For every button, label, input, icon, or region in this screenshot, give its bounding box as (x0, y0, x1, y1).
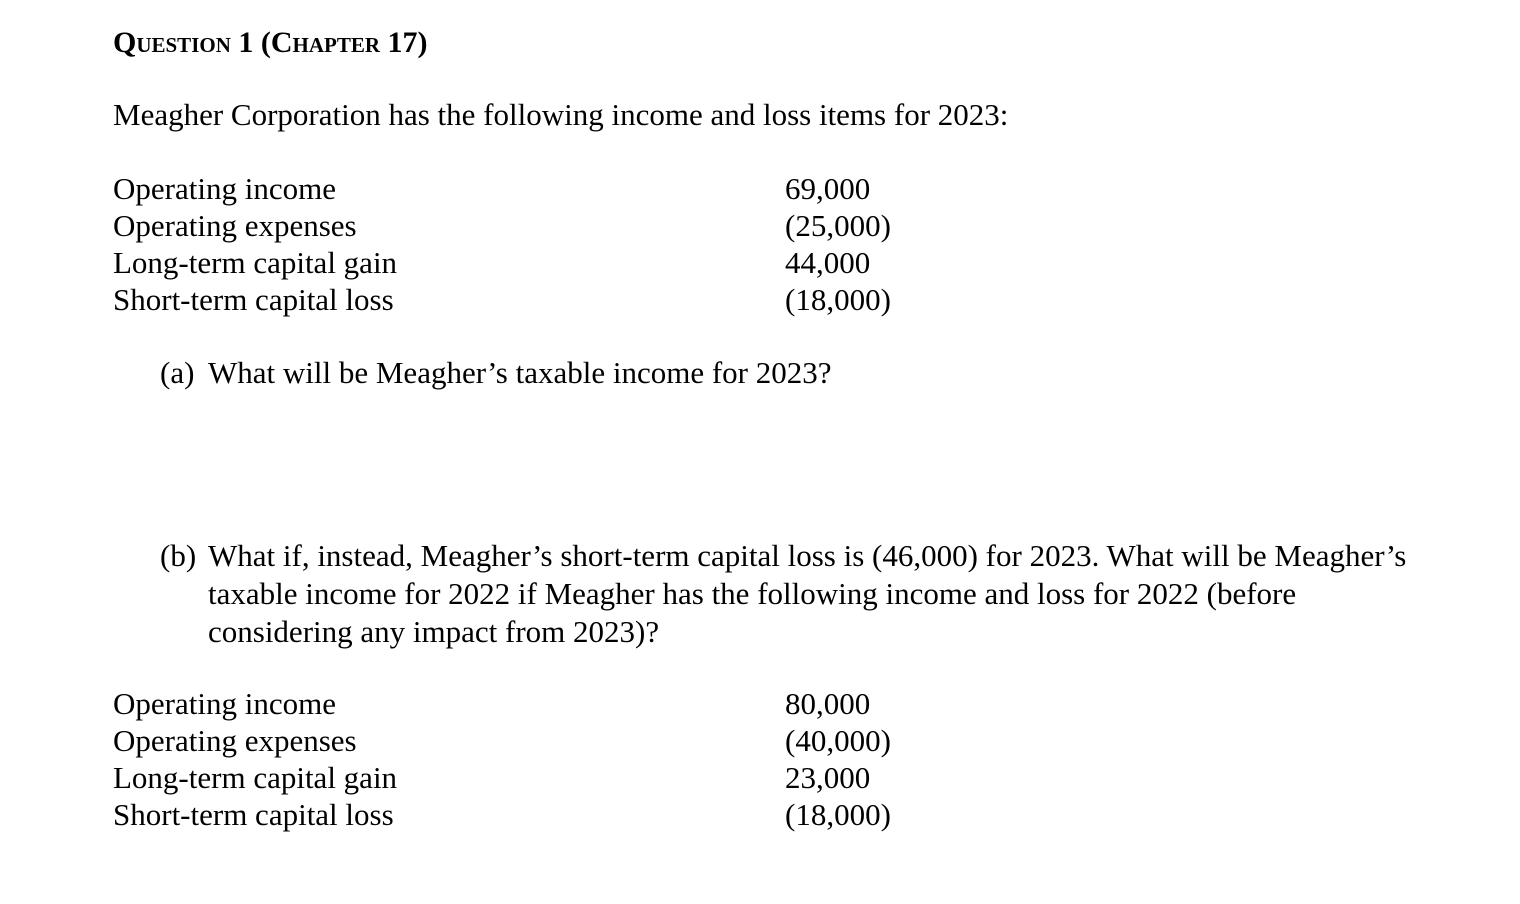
line-item (113, 685, 913, 722)
item-amount: 23,000 (785, 760, 871, 795)
question-b-marker: (b) (160, 538, 197, 573)
question-heading: Question 1 (Chapter 17) (113, 26, 428, 59)
item-label: Operating income (113, 686, 336, 721)
question-b-text: What if, instead, Meagher’s short-term capital loss is (46,000) for 2023. What will be Meagher’s taxable income for 2022 if Meagher has the following income and loss for 2022 (before considering any impact from 2023)? (208, 538, 1407, 649)
line-item (113, 759, 913, 796)
item-amount: 80,000 (785, 686, 871, 721)
item-amount: 69,000 (785, 171, 871, 206)
intro-paragraph: Meagher Corporation has the following income and loss items for 2023: (113, 97, 1009, 132)
line-item (113, 796, 913, 833)
item-amount: (18,000) (785, 282, 891, 317)
line-item (113, 281, 913, 318)
item-amount: 44,000 (785, 245, 871, 280)
item-label: Short-term capital loss (113, 282, 394, 317)
item-label: Short-term capital loss (113, 797, 394, 832)
line-item (113, 244, 913, 281)
item-label: Long-term capital gain (113, 760, 398, 795)
income-items-2022 (113, 685, 913, 833)
item-label: Operating expenses (113, 723, 357, 758)
item-amount: (25,000) (785, 208, 891, 243)
question-a-marker: (a) (160, 355, 195, 390)
question-b (160, 537, 1408, 651)
question-a-text: What will be Meagher’s taxable income for 2023? (208, 355, 832, 390)
line-item (113, 722, 913, 759)
line-item (113, 170, 913, 207)
item-label: Long-term capital gain (113, 245, 398, 280)
item-amount: (18,000) (785, 797, 891, 832)
item-amount: (40,000) (785, 723, 891, 758)
income-items-2023 (113, 170, 913, 318)
item-label: Operating expenses (113, 208, 357, 243)
item-label: Operating income (113, 171, 336, 206)
line-item (113, 207, 913, 244)
question-a (160, 354, 1408, 392)
